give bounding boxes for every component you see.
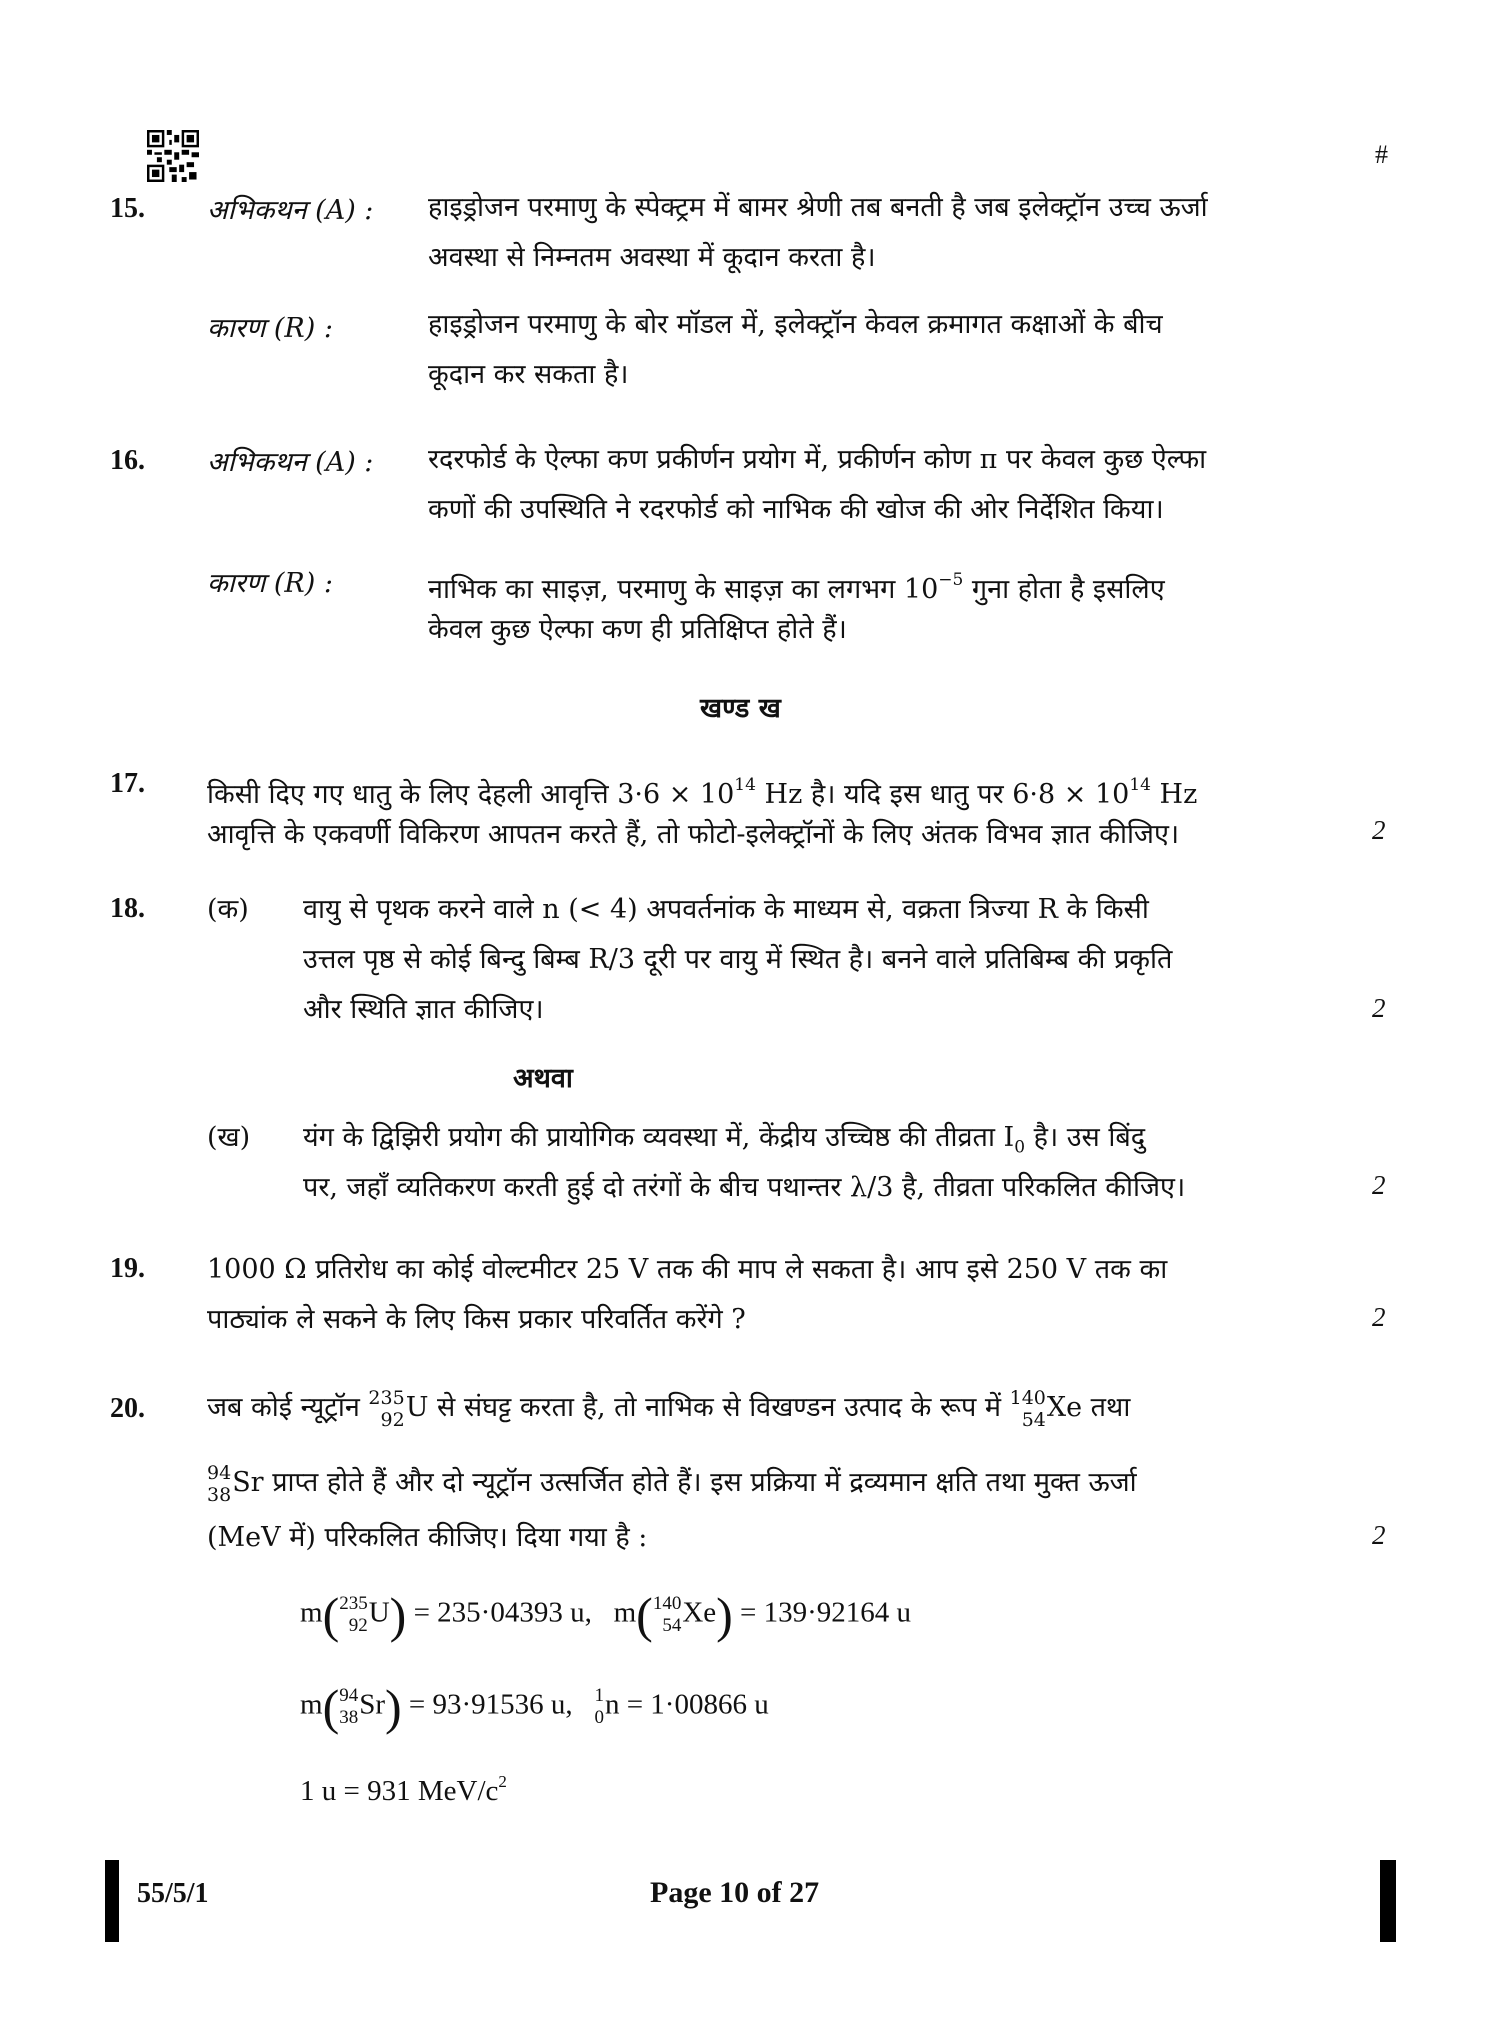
marks: 2: [1372, 1302, 1386, 1332]
part-label: (क): [207, 894, 249, 925]
qr-code-icon: [147, 130, 199, 182]
question-text: से संघट्ट करता है, तो नाभिक से विखण्डन उत्पाद के रूप में: [437, 1392, 1002, 1423]
mass-value: = 93·91536 u,: [408, 1688, 573, 1721]
marks: 2: [1372, 815, 1386, 845]
assertion-label: अभिकथन (A) :: [207, 447, 374, 478]
conversion-text: 1 u = 931 MeV/c: [300, 1775, 499, 1807]
given-conversion: [300, 1772, 507, 1808]
page-number: Page 10 of 27: [650, 1876, 820, 1909]
reason-text: गुना होता है इसलिए: [963, 574, 1165, 605]
right-paren: ): [389, 1587, 407, 1643]
atomic-number: 92: [380, 1408, 405, 1431]
question-text: Hz: [1150, 779, 1198, 810]
exponent: −5: [938, 570, 964, 590]
reason-line: हाइड्रोजन परमाणु के बोर मॉडल में, इलेक्ट्रॉन केवल क्रमागत कक्षाओं के बीच: [428, 309, 1163, 340]
mass-number: 94: [207, 1461, 232, 1484]
isotope-u: [368, 1387, 404, 1431]
assertion-line: अवस्था से निम्नतम अवस्था में कूदान करता है।: [428, 242, 876, 273]
question-line: (MeV में) परिकलित कीजिए। दिया गया है :: [207, 1522, 648, 1553]
left-paren: (: [636, 1587, 653, 1643]
exponent: 14: [734, 775, 756, 795]
isotope-sr: [339, 1685, 358, 1729]
question-line: आवृत्ति के एकवर्णी विकिरण आपतन करते हैं, तो फोटो-इलेक्ट्रॉनों के लिए अंतक विभव ज्ञात कीजिए।: [207, 819, 1180, 850]
question-line: वायु से पृथक करने वाले n (< 4) अपवर्तनांक के माध्यम से, वक्रता त्रिज्या R के किसी: [303, 894, 1149, 925]
reason-label: कारण (R) :: [207, 313, 333, 344]
reason-line: कूदान कर सकता है।: [428, 359, 629, 390]
paper-code: 55/5/1: [137, 1878, 209, 1909]
given-mass-u-xe: [300, 1587, 912, 1643]
assertion-label: अभिकथन (A) :: [207, 195, 374, 226]
question-number: 20.: [110, 1393, 145, 1424]
question-number: 15.: [110, 193, 145, 224]
isotope-xe: [653, 1593, 682, 1637]
mass-number: 94: [339, 1685, 359, 1706]
question-text: जब कोई न्यूट्रॉन: [207, 1392, 360, 1423]
subscript: 0: [1014, 1137, 1026, 1158]
question-text: किसी दिए गए धातु के लिए देहली आवृत्ति 3·6 × 10: [207, 779, 735, 810]
exponent: 14: [1129, 775, 1151, 795]
question-line: [207, 1458, 1137, 1508]
section-heading: खण्ड ख: [700, 693, 781, 724]
question-line: पर, जहाँ व्यतिकरण करती हुई दो तरंगों के बीच पथान्तर λ/3 है, तीव्रता परिकलित कीजिए।: [303, 1172, 1186, 1203]
isotope-xe: [1010, 1387, 1046, 1431]
marks: 2: [1372, 1520, 1386, 1550]
question-number: 17.: [110, 768, 145, 799]
assertion-line: हाइड्रोजन परमाणु के स्पेक्ट्रम में बामर श्रेणी तब बनती है जब इलेक्ट्रॉन उच्च ऊर्जा: [428, 192, 1208, 223]
mass-value: = 1·00866 u: [626, 1688, 769, 1721]
question-text: तथा: [1090, 1392, 1131, 1423]
mass-symbol: m: [300, 1596, 323, 1629]
mass-number: 235: [368, 1386, 405, 1409]
mass-symbol: m: [613, 1596, 637, 1629]
isotope-n: [594, 1685, 604, 1729]
atomic-number: 92: [348, 1615, 368, 1636]
atomic-number: 38: [207, 1483, 232, 1506]
mass-value: = 139·92164 u: [740, 1596, 912, 1629]
element-symbol: n: [604, 1688, 620, 1721]
mass-value: = 235·04393 u,: [413, 1596, 592, 1629]
hash-mark: #: [1375, 140, 1388, 169]
question-line: और स्थिति ज्ञात कीजिए।: [303, 994, 544, 1025]
question-number: 16.: [110, 445, 145, 476]
assertion-line: रदरफोर्ड के ऐल्फा कण प्रकीर्णन प्रयोग में, प्रकीर्णन कोण π पर केवल कुछ ऐल्फा: [428, 444, 1207, 475]
mass-number: 140: [652, 1593, 682, 1614]
question-number: 19.: [110, 1253, 145, 1284]
question-number: 18.: [110, 893, 145, 924]
question-line: [207, 1383, 1130, 1433]
question-text: है। उस बिंदु: [1025, 1122, 1146, 1153]
marks: 2: [1372, 1170, 1386, 1200]
reason-label: कारण (R) :: [207, 568, 333, 599]
atomic-number: 0: [594, 1707, 604, 1728]
footer-bar-left: [105, 1860, 119, 1942]
atomic-number: 54: [662, 1615, 682, 1636]
question-text: यंग के द्विझिरी प्रयोग की प्रायोगिक व्यवस्था में, केंद्रीय उच्चिष्ठ की तीव्रता I: [303, 1122, 1015, 1153]
exponent: 2: [498, 1772, 507, 1791]
element-symbol: Sr: [232, 1467, 264, 1498]
element-symbol: Xe: [682, 1596, 717, 1629]
footer-bar-right: [1380, 1860, 1396, 1942]
mass-number: 235: [339, 1593, 368, 1614]
isotope-u: [339, 1593, 368, 1637]
question-text: Hz है। यदि इस धातु पर 6·8 × 10: [755, 779, 1130, 810]
mass-number: 1: [594, 1685, 604, 1706]
right-paren: ): [716, 1587, 733, 1643]
assertion-line: कणों की उपस्थिति ने रदरफोर्ड को नाभिक की खोज की ओर निर्देशित किया।: [428, 494, 1164, 525]
question-line: पाठ्यांक ले सकने के लिए किस प्रकार परिवर्तित करेंगे ?: [207, 1304, 746, 1335]
isotope-sr: [207, 1462, 231, 1506]
question-line: उत्तल पृष्ठ से कोई बिन्दु बिम्ब R/3 दूरी पर वायु में स्थित है। बनने वाले प्रतिबिम्ब की प्रकृति: [303, 944, 1173, 975]
left-paren: (: [322, 1679, 340, 1735]
element-symbol: U: [405, 1392, 429, 1423]
element-symbol: U: [368, 1596, 390, 1629]
given-mass-sr-n: [300, 1679, 769, 1735]
reason-line: केवल कुछ ऐल्फा कण ही प्रतिक्षिप्त होते हैं।: [428, 614, 847, 645]
or-label: अथवा: [513, 1063, 573, 1094]
left-paren: (: [322, 1587, 340, 1643]
atomic-number: 38: [339, 1707, 359, 1728]
element-symbol: Xe: [1046, 1392, 1083, 1423]
question-text: प्राप्त होते हैं और दो न्यूट्रॉन उत्सर्जित होते हैं। इस प्रक्रिया में द्रव्यमान क्षति तथा मुक्त ऊर्जा: [272, 1467, 1137, 1498]
mass-symbol: m: [300, 1688, 323, 1721]
marks: 2: [1372, 993, 1386, 1023]
atomic-number: 54: [1021, 1408, 1046, 1431]
mass-number: 140: [1009, 1386, 1046, 1409]
reason-text: नाभिक का साइज़, परमाणु के साइज़ का लगभग 10: [428, 574, 939, 605]
right-paren: ): [385, 1679, 402, 1735]
element-symbol: Sr: [359, 1688, 386, 1721]
question-line: 1000 Ω प्रतिरोध का कोई वोल्टमीटर 25 V तक की माप ले सकता है। आप इसे 250 V तक का: [207, 1254, 1168, 1285]
part-label: (ख): [207, 1122, 251, 1153]
